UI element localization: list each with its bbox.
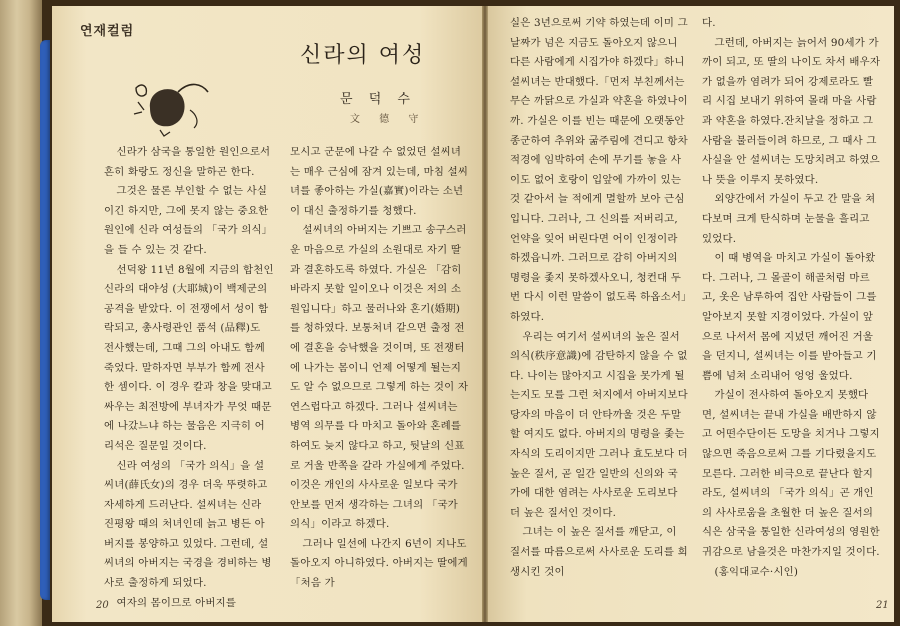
- paragraph: 그녀는 이 높은 질서를 깨닫고, 이 질서를 따름으로써 사사로운 도리를 희생시킨 것이: [510, 526, 688, 578]
- paragraph: 신라 여성의 「국가 의식」을 설씨녀(薛氏女)의 경우 더욱 뚜렷하고 자세하게 드러난다. 설씨녀는 신라 진평왕 때의 처녀인데 늙고 병든 아버지를 봉양하고 있었다. 그런데, 설씨녀의 아버지는 국경을 경비하는 병사로 출정하게 되었다.: [104, 459, 272, 590]
- article-title: 신라의 여성: [300, 43, 426, 68]
- author-name-hanja: 文 德 守: [350, 114, 427, 125]
- paragraph: 가실이 전사하여 돌아오지 못했다면, 설씨녀는 끝내 가실을 배반하지 않고 어떤수단이든 도망을 치거나 그렇지 않으면 죽음으로써 그를 기다렸을지도 모른다. 그러한 비극으로 끝난다 할지라도, 설씨녀의 「국가 의식」곤 개인의 사사로움을 초월한 더 높은 질서의식은 삼국을 통일한 신라여성의 영원한 귀감으로 남을것은 마찬가지일 것이다.: [702, 389, 880, 559]
- paragraph: 그것은 물론 부인할 수 없는 사실이긴 하지만, 그에 못지 않는 중요한 원인에 신라 여성들의 「국가 의식」을 들 수 있는 것 같다.: [104, 185, 273, 256]
- paragraph: 그러나 일선에 나간지 6년이 지나도 돌아오지 아니하였다. 아버지는 딸에게 「처음 가: [290, 537, 468, 590]
- paragraph: 설씨녀의 아버지는 기쁘고 송구스러운 마음으로 가실의 소원대로 자기 딸과 결혼하도록 하였다. 가실은 「감히 바라지 못할 일이오나 이것은 저의 소원입니다」하고 물러나와 혼기(婚期)를 청하였다. 보통처녀 같으면 출정 전에 결혼을 승낙했을 것이며, 또 전쟁터에 나가는 몸이니 언제 어떻게 될는지도 알 수 없으므로 그렇게 하는 것이 자연스럽다고 하겠다. 그러나 설씨녀는 병역 의무를 다 마치고 돌아와 혼례를 하여도 늦지 않다고 하고, 둿날의 신표로 거울 반쪽을 갈라 가실에게 주었다. 이것은 개인의 사사로운 일보다 국가 안보를 먼저 생각하는 그녀의 「국가 의식」이라고 하겠다.: [290, 224, 469, 531]
- paragraph: 외양간에서 가실이 두고 간 말을 쳐다보며 크게 탄식하며 눈물을 흘리고 있었다.: [702, 193, 876, 245]
- book-binding: [0, 0, 42, 626]
- author-name: 문 덕 수: [340, 92, 416, 107]
- paragraph: 신라가 삼국을 통일한 원인으로서 흔히 화랑도 정신을 말하곤 한다.: [104, 146, 271, 178]
- paragraph: (홍익대교수·시인): [714, 565, 799, 578]
- left-column-2: [290, 143, 470, 594]
- paragraph: 다.: [702, 17, 716, 29]
- book-cover-edge: [40, 40, 50, 600]
- page-gutter: [482, 6, 488, 622]
- paragraph: 우리는 여기서 설씨녀의 높은 질서의식(秩序意識)에 감탄하지 않을 수 없다. 나이는 많아지고 시집을 못가게 될는지도 모를 그런 처지에서 아버지보다 당자의 마음이 더 안타까울 것은 두말할 여지도 없다. 아버지의 명령을 좇는 자식의 도리이지만 그러나 효도보다 더 높은 질서, 곧 일간 일반의 신의와 국가에 대한 염려는 사사로운 도리보다 더 높은 질서인 것이다.: [510, 330, 688, 519]
- right-column-2: [702, 14, 882, 582]
- paragraph: 여자의 몸이므로 아버지를: [116, 596, 237, 609]
- paragraph: 선덕왕 11년 8월에 지금의 합천인 신라의 대야성 (大耶城)이 백제군의 공격을 받았다. 이 전쟁에서 성이 함락되고, 총사령관인 품석 (品釋)도 전사했는데, 그때 그의 아내도 함께 죽었다. 말하자면 부부가 함께 전사한 셈이다. 이 경우 칼과 창을 맞대고 싸우는 최전방에 부녀자가 무엇 때문에 나갔느냐 하는 물음은 지극히 어리석은 질문일 것이다.: [104, 263, 274, 452]
- paragraph: 그런데, 아버지는 늙어서 90세가 가까이 되고, 또 딸의 나이도 차서 배우자가 없을까 염려가 되어 강제로라도 빨리 시집 보내기 위하여 몰래 마을 사람과 약혼을 하였다.잔치날을 정하고 그 사람을 불러들이려 하므로, 그 때사 그 사실을 안 설씨녀는 도망치려고 하였으나 뜻을 이루지 못하였다.: [702, 36, 881, 186]
- series-label: 연재컬럼: [80, 24, 135, 39]
- page-number-left: 20: [96, 600, 109, 611]
- paragraph: 모시고 군문에 나갈 수 없었던 설씨녀는 매우 근심에 잠겨 있는데, 마침 설씨녀를 좋아하는 가실(嘉實)이라는 소년이 대신 출정하기를 청했다.: [290, 146, 469, 217]
- page-number-right: 21: [876, 600, 889, 611]
- ink-drawing-icon: [130, 70, 215, 140]
- right-column-1: [510, 14, 688, 582]
- paragraph: 이 때 병역을 마치고 가실이 돌아왔다. 그러나, 그 몰골이 해골처럼 마르고, 옷은 남루하여 집안 사람들이 그를 알아보지 못할 지경이었다. 가실이 앞으로 나서서 몸에 지녔던 깨어진 거울을 던지니, 설씨녀는 이를 받아들고 기쁨에 넘쳐 소리내어 엉엉 울었다.: [702, 252, 877, 382]
- paragraph: 실은 3년으로써 기약 하였는데 이미 그 날짜가 넘은 지금도 돌아오지 않으니 다른 사람에게 시집가야 하겠다」하니 설씨녀는 반대했다.「먼저 부친께서는 무슨 까닭으로 가실과 약혼을 하였나이까. 가실은 이를 빈는 때문에 오랫동안 종군하여 추위와 굶주림에 견디고 항차 적경에 임박하여 손에 무기를 놓을 사이도 없어 호랑이 입앞에 가까이 있는 것 같아서 늘 적에게 멸할까 보아 근심입니다. 그러나, 그 신의를 저버리고, 언약을 잊어 버린다면 어이 인정이라 하겠읍니까. 그러므로 감히 아버지의 명령을 좇지 못하겠사오니, 청컨대 두번 다시 이런 말씀이 없도록 하옵소서」하였다.: [510, 17, 688, 323]
- left-column-1: [104, 143, 274, 613]
